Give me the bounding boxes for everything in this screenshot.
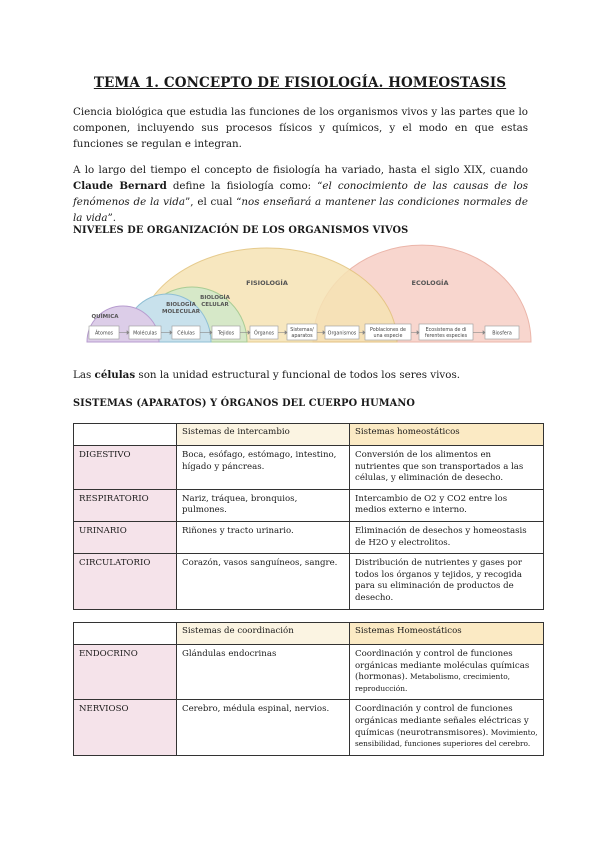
biologia-molecular-label: BIOLOGÍA bbox=[166, 302, 196, 308]
system-name: CIRCULATORIO bbox=[74, 554, 177, 609]
system-function-detail: Metabolismo, crecimiento, reproducción. bbox=[355, 672, 511, 693]
table-row bbox=[74, 645, 544, 700]
history-paragraph bbox=[73, 162, 528, 226]
page-title: TEMA 1. CONCEPTO DE FISIOLOGÍA. HOMEOSTASIS bbox=[93, 75, 507, 91]
system-name: NERVIOSO bbox=[74, 700, 177, 755]
system-organs: Corazón, vasos sanguíneos, sangre. bbox=[177, 554, 350, 609]
coordination-systems-table bbox=[73, 622, 544, 756]
system-function-cell bbox=[350, 700, 544, 755]
organization-levels-diagram bbox=[85, 244, 535, 348]
table-row bbox=[74, 521, 544, 553]
level-tejidos: Tejidos bbox=[217, 331, 235, 337]
level-biosfera: Biosfera bbox=[492, 331, 512, 337]
level-moleculas: Moléculas bbox=[133, 331, 157, 337]
level-poblaciones: una especie bbox=[373, 334, 403, 339]
system-name: DIGESTIVO bbox=[74, 446, 177, 490]
system-organs: Cerebro, médula espinal, nervios. bbox=[177, 700, 350, 755]
table-row bbox=[74, 700, 544, 755]
quimica-label: QUÍMICA bbox=[91, 314, 119, 320]
system-name: URINARIO bbox=[74, 521, 177, 553]
history-quote: el conocimiento de las causas de los fenómenos de la vida bbox=[73, 180, 528, 208]
system-organs: Boca, esófago, estómago, intestino, hígado y páncreas. bbox=[177, 446, 350, 490]
levels-heading: NIVELES DE ORGANIZACIÓN DE LOS ORGANISMOS VIVOS bbox=[73, 225, 409, 236]
table-header-systems: Sistemas de coordinación bbox=[177, 623, 350, 645]
level-ecosistema: ferentes especies bbox=[424, 334, 468, 339]
cells-keyword: células bbox=[94, 369, 136, 381]
level-poblaciones: Poblaciones de bbox=[370, 328, 406, 333]
level-organismos: Organismos bbox=[327, 331, 357, 337]
system-function: Conversión de los alimentos en nutrientes que son transportados a las células, y eliminación de desecho. bbox=[350, 446, 544, 490]
ecologia-label: ECOLOGÍA bbox=[411, 279, 449, 287]
system-name: ENDOCRINO bbox=[74, 645, 177, 700]
system-function: Coordinación y control de funciones orgánicas mediante señales eléctricas y químicas (neurotransmisores). bbox=[355, 704, 529, 738]
table-header-empty bbox=[74, 424, 177, 446]
table-row bbox=[74, 446, 544, 490]
table-header-empty bbox=[74, 623, 177, 645]
cells-text: son la unidad estructural y funcional de todos los seres vivos. bbox=[135, 369, 460, 381]
table-header-row bbox=[74, 424, 544, 446]
history-text: ”. bbox=[107, 212, 117, 224]
system-function: Coordinación y control de funciones orgánicas mediante moléculas químicas (hormonas). bbox=[355, 649, 530, 683]
table-header-homeostatic: Sistemas homeostáticos bbox=[350, 424, 544, 446]
level-ecosistema: Ecosistema de di bbox=[425, 328, 467, 333]
system-organs: Nariz, tráquea, bronquios, pulmones. bbox=[177, 489, 350, 521]
level-sistemas: aparatos bbox=[291, 334, 313, 339]
cells-paragraph bbox=[73, 367, 528, 383]
system-function-cell bbox=[350, 645, 544, 700]
system-function: Eliminación de desechos y homeostasis de H2O y electrolitos. bbox=[350, 521, 544, 553]
biologia-molecular-label: MOLECULAR bbox=[162, 309, 200, 315]
systems-heading: SISTEMAS (APARATOS) Y ÓRGANOS DEL CUERPO HUMANO bbox=[73, 398, 416, 409]
system-organs: Glándulas endocrinas bbox=[177, 645, 350, 700]
fisiologia-label: FISIOLOGÍA bbox=[246, 279, 288, 287]
level-sistemas: Sistemas/ bbox=[290, 328, 314, 333]
history-text: A lo largo del tiempo el concepto de fisiología ha variado, hasta el siglo XIX, cuando bbox=[73, 164, 528, 176]
claude-bernard-name: Claude Bernard bbox=[73, 180, 167, 192]
table-header-row bbox=[74, 623, 544, 645]
level-organos: Órganos bbox=[253, 331, 275, 337]
table-header-homeostatic: Sistemas Homeostáticos bbox=[350, 623, 544, 645]
system-function-detail: Movimiento, sensibilidad, funciones superiores del cerebro. bbox=[355, 727, 538, 749]
system-function: Distribución de nutrientes y gases por todos los órganos y tejidos, y recogida para su eliminación de productos de desecho. bbox=[350, 554, 544, 609]
table-row bbox=[74, 489, 544, 521]
system-function: Intercambio de O2 y CO2 entre los medios externo e interno. bbox=[350, 489, 544, 521]
history-text: ”, el cual “ bbox=[185, 196, 242, 208]
system-name: RESPIRATORIO bbox=[74, 489, 177, 521]
history-quote: nos enseñará a mantener las condiciones normales de la vida bbox=[73, 196, 528, 224]
cells-text: Las bbox=[73, 369, 95, 381]
level-atomos: Átomos bbox=[94, 331, 114, 337]
level-celulas: Células bbox=[177, 331, 195, 337]
intro-paragraph: Ciencia biológica que estudia las funciones de los organismos vivos y las partes que lo componen, incluyendo sus procesos físicos y químicos, y el modo en que estas funciones se regulan e integran. bbox=[73, 106, 528, 150]
system-organs: Riñones y tracto urinario. bbox=[177, 521, 350, 553]
table-row bbox=[74, 554, 544, 609]
history-text: define la fisiología como: “ bbox=[166, 180, 323, 192]
table-header-systems: Sistemas de intercambio bbox=[177, 424, 350, 446]
exchange-systems-table bbox=[73, 423, 544, 610]
biologia-celular-label: BIOLOGÍA bbox=[200, 295, 230, 301]
biologia-celular-label: CELULAR bbox=[201, 302, 229, 308]
